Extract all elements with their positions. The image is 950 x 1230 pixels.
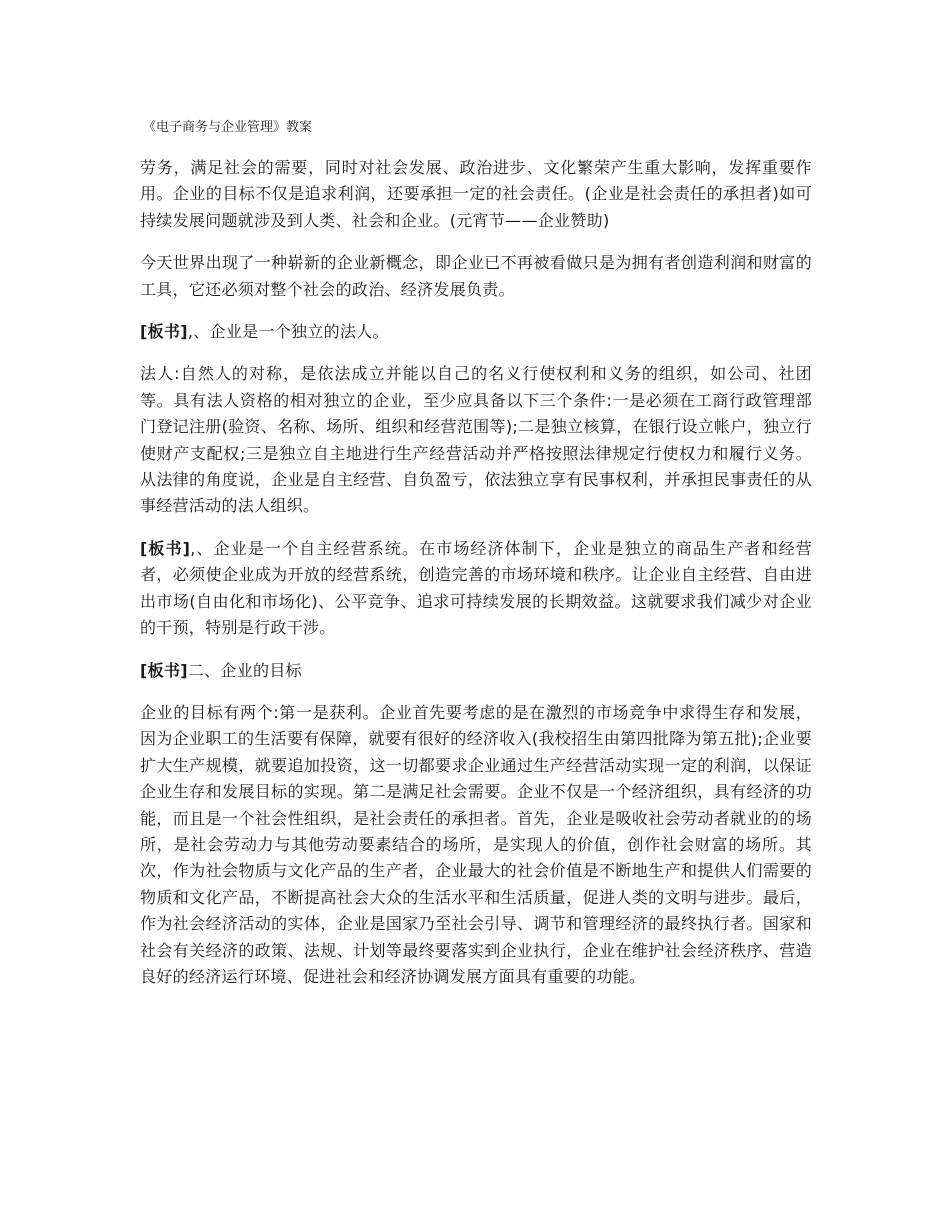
board-note-tag: [板书] [140, 538, 191, 558]
paragraph-2-text: 今天世界出现了一种崭新的企业新概念，即企业已不再被看做只是为拥有者创造利润和财富的工具，它还必须对整个社会的政治、经济发展负责。 [140, 253, 812, 299]
document-body [140, 155, 812, 1006]
paragraph-6 [140, 658, 812, 684]
paragraph-5 [140, 536, 812, 642]
paragraph-7 [140, 700, 812, 990]
paragraph-2 [140, 250, 812, 303]
paragraph-5-text: ,、企业是一个自主经营系统。在市场经济体制下，企业是独立的商品生产者和经营者，必须使企业成为开放的经营系统，创造完善的市场环境和秩序。让企业自主经营、自由进出市场(自由化和市场化)、公平竞争、追求可持续发展的长期效益。这就要求我们减少对企业的干预，特别是行政干涉。 [140, 538, 813, 638]
paragraph-6-text: 二、企业的目标 [187, 660, 302, 680]
paragraph-1-text: 劳务，满足社会的需要，同时对社会发展、政治进步、文化繁荣产生重大影响，发挥重要作用。企业的目标不仅是追求利润，还要承担一定的社会责任。(企业是社会责任的承担者)如可持续发展问题就涉及到人类、社会和企业。(元宵节——企业赞助) [140, 158, 812, 230]
paragraph-1 [140, 155, 812, 234]
paragraph-4 [140, 361, 812, 519]
paragraph-4-text: 法人:自然人的对称，是依法成立并能以自己的名义行使权利和义务的组织，如公司、社团等。具有法人资格的相对独立的企业，至少应具备以下三个条件:一是必须在工商行政管理部门登记注册(验资、名称、场所、组织和经营范围等);二是独立核算，在银行设立帐户，独立行使财产支配权;三是独立自主地进行生产经营活动并严格按照法律规定行使权力和履行义务。从法律的角度说，企业是自主经营、自负盈亏，依法独立享有民事权利，并承担民事责任的从事经营活动的法人组织。 [140, 364, 812, 516]
paragraph-7-text: 企业的目标有两个:第一是获利。企业首先要考虑的是在激烈的市场竞争中求得生存和发展，因为企业职工的生活要有保障，就要有很好的经济收入(我校招生由第四批降为第五批);企业要扩大生产规模，就要追加投资，这一切都要求企业通过生产经营活动实现一定的利润，以保证企业生存和发展目标的实现。第二是满足社会需要。企业不仅是一个经济组织，具有经济的功能，而且是一个社会性组织，是社会责任的承担者。首先，企业是吸收社会劳动者就业的的场所，是社会劳动力与其他劳动要素结合的场所，是实现人的价值，创作社会财富的场所。其次，作为社会物质与文化产品的生产者，企业最大的社会价值是不断地生产和提供人们需要的物质和文化产品，不断提高社会大众的生活水平和生活质量，促进人类的文明与进步。最后，作为社会经济活动的实体，企业是国家乃至社会引导、调节和管理经济的最终执行者。国家和社会有关经济的政策、法规、计划等最终要落实到企业执行，企业在维护社会经济秩序、营造良好的经济运行环境、促进社会和经济协调发展方面具有重要的功能。 [140, 702, 812, 986]
paragraph-3-text: ,、企业是一个独立的法人。 [187, 322, 389, 342]
paragraph-3 [140, 319, 812, 345]
board-note-tag: [板书] [140, 322, 188, 342]
document-header-title: 《电子商务与企业管理》教案 [143, 120, 313, 135]
board-note-tag: [板书] [140, 660, 188, 680]
